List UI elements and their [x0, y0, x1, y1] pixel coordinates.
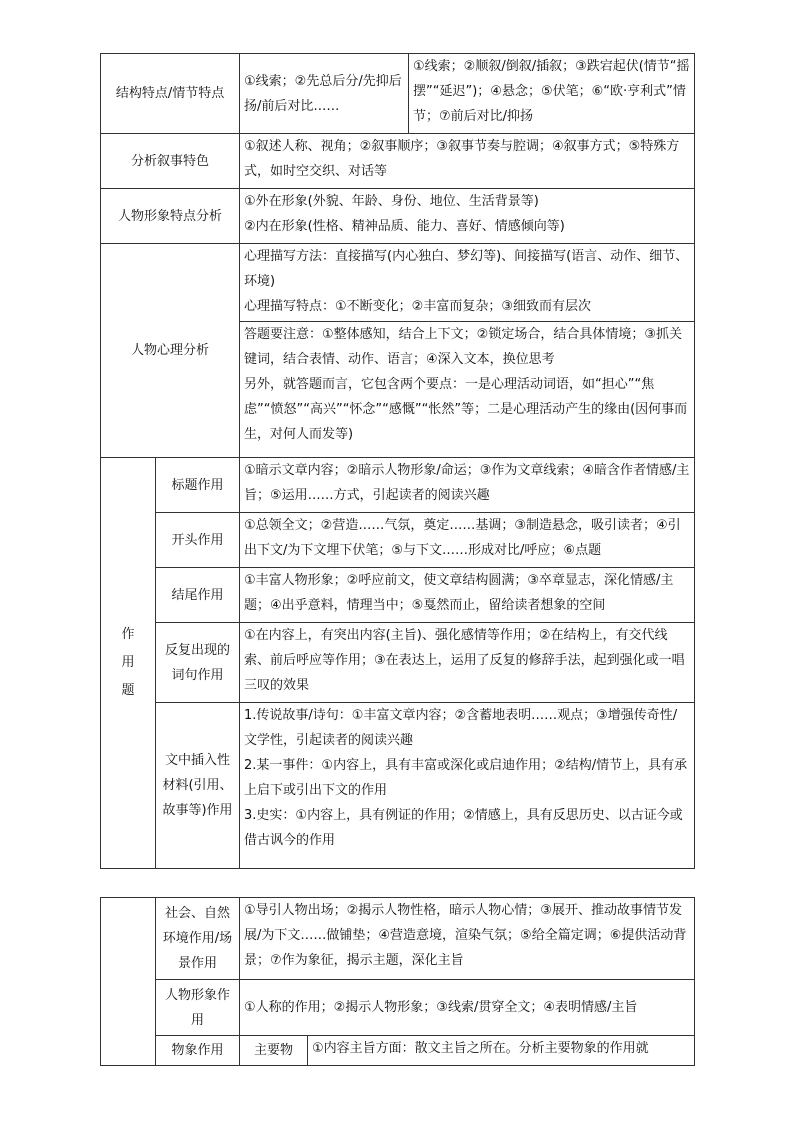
- row-label: 人物形象特点分析: [101, 189, 240, 244]
- text-line: 心理描写特点：①不断变化；②丰富而复杂；③细致而有层次: [244, 299, 591, 314]
- cell-text: ①导引人物出场；②揭示人物性格，暗示人物心情；③展开、推动故事情节发展/为下文……做铺垫；④营造意境，渲染气氛；⑤给全篇定调；⑥提供活动背景；⑦作为象征，揭示主题，深化主旨: [240, 898, 695, 980]
- row-label: 人物心理分析: [101, 244, 240, 458]
- cell-text: [240, 703, 695, 869]
- cell-text: ①暗示文章内容；②暗示人物形象/命运；③作为文章线索；④暗含作者情感/主旨；⑤运用……方式，引起读者的阅读兴趣: [240, 458, 695, 513]
- row-label: 标题作用: [156, 458, 240, 513]
- cell-text: ①叙述人称、视角；②叙事顺序；③叙事节奏与腔调；④叙事方式；⑤特殊方式，如时空交织、对话等: [240, 134, 695, 189]
- table-row: [101, 623, 695, 703]
- table-row: [101, 703, 695, 869]
- cell-text: ①丰富人物形象；②呼应前文，使文章结构圆满；③卒章显志，深化情感/主题；④出乎意料，情理当中；⑤戛然而止，留给读者想象的空间: [240, 568, 695, 623]
- table-row: [101, 189, 695, 244]
- text-line: 1.传说故事/诗句：①丰富文章内容；②含蓄地表明……观点；③增强传奇性/文学性，引起读者的阅读兴趣: [244, 708, 678, 748]
- row-label: 开头作用: [156, 513, 240, 568]
- row-label: 分析叙事特色: [101, 134, 240, 189]
- row-label: 物象作用: [156, 1036, 240, 1066]
- cell-text: [240, 189, 695, 244]
- cell-text: [240, 322, 695, 458]
- row-label: 文中插入性材料(引用、故事等)作用: [156, 703, 240, 869]
- text-line: ①外在形象(外貌、年龄、身份、地位、生活背景等): [244, 194, 539, 209]
- cell-text: ①线索；②先总后分/先抑后扬/前后对比……: [240, 54, 409, 134]
- cell-text: ①总领全文；②营造……气氛，奠定……基调；③制造悬念，吸引读者；④引出下文/为下文埋下伏笔；⑤与下文……形成对比/呼应；⑥点题: [240, 513, 695, 568]
- table-row: [101, 1036, 695, 1066]
- reading-answer-table-continued: [100, 897, 695, 1066]
- group-label-empty: [101, 898, 156, 1066]
- table-row: [101, 134, 695, 189]
- reading-answer-table: [100, 53, 695, 869]
- group-label: 作 用 题: [101, 458, 156, 869]
- text-line: 2.某一事件：①内容上，具有丰富或深化或启迪作用；②结构/情节上，具有承上启下或引出下文的作用: [244, 758, 688, 798]
- text-line: 心理描写方法：直接描写(内心独白、梦幻等)、间接描写(语言、动作、细节、环境): [244, 249, 689, 289]
- row-label: 反复出现的词句作用: [156, 623, 240, 703]
- table-row: [101, 244, 695, 322]
- row-label: 社会、自然环境作用/场景作用: [156, 898, 240, 980]
- cell-text: ①在内容上，有突出内容(主旨)、强化感情等作用；②在结构上，有交代线索、前后呼应等作用；③在表达上，运用了反复的修辞手法，起到强化或一唱三叹的效果: [240, 623, 695, 703]
- cell-text: [240, 244, 695, 322]
- table-row: [101, 980, 695, 1036]
- text-line: ②内在形象(性格、精神品质、能力、喜好、情感倾向等): [244, 219, 565, 234]
- row-label: 结尾作用: [156, 568, 240, 623]
- table-row: [101, 513, 695, 568]
- text-line: 3.史实：①内容上，具有例证的作用；②情感上，具有反思历史、以古证今或借古讽今的作用: [244, 808, 683, 848]
- text-line: 另外，就答题而言，它包含两个要点：一是心理活动词语，如“担心”“焦虑”“愤怒”“高兴”“怀念”“感慨”“怅然”等；二是心理活动产生的缘由(因何事而生，对何人而发等): [244, 377, 688, 442]
- cell-text: ①人称的作用；②揭示人物形象；③线索/贯穿全文；④表明情感/主旨: [240, 980, 695, 1036]
- cell-text: ①线索；②顺叙/倒叙/插叙；③跌宕起伏(情节“摇摆”“延迟”)；④悬念；⑤伏笔；⑥“欧·亨利式”情节；⑦前后对比/抑扬: [409, 54, 695, 134]
- cell-text: ①内容主旨方面：散文主旨之所在。分析主要物象的作用就: [308, 1036, 695, 1066]
- table-row: [101, 54, 695, 134]
- table-row: [101, 568, 695, 623]
- table-row: [101, 458, 695, 513]
- table-row: [101, 898, 695, 980]
- sub-label: 主要物: [240, 1036, 308, 1066]
- row-label: 结构特点/情节特点: [101, 54, 240, 134]
- row-label: 人物形象作用: [156, 980, 240, 1036]
- text-line: 答题要注意：①整体感知，结合上下文；②锁定场合，结合具体情境；③抓关键词，结合表情、动作、语言；④深入文本，换位思考: [244, 327, 682, 367]
